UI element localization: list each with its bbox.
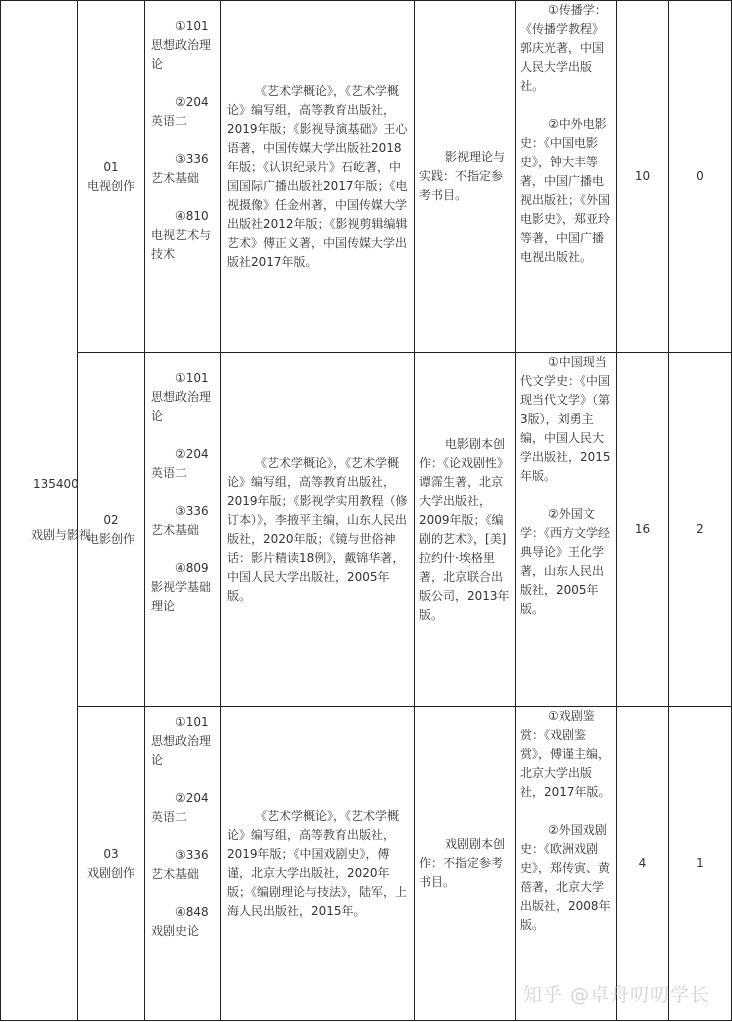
reference-books-cell xyxy=(221,707,415,1021)
retest-1: ①戏剧鉴赏：《戏剧鉴赏》，傅谨主编，北京大学出版社，2017年版。 xyxy=(520,709,611,799)
quota-cell: 16 xyxy=(617,353,669,707)
exempt-cell: 0 xyxy=(669,1,732,353)
table-row xyxy=(1,707,732,1021)
reference-books-cell xyxy=(221,353,415,707)
quota-cell: 4 xyxy=(617,707,669,1021)
subject-2: ②204英语二 xyxy=(151,95,209,128)
direction-name: 戏剧创作 xyxy=(86,865,135,880)
major-code: 135400 xyxy=(33,477,79,491)
subject-2: ②204英语二 xyxy=(151,447,209,480)
watermark: 知乎 @卓舟叨叨学长 xyxy=(522,984,710,1006)
retest-1: ①中国现当代文学史：《中国现当代文学》（第3版），刘勇主编，中国人民大学出版社，2015年版。 xyxy=(520,355,611,483)
major-cell xyxy=(1,1,92,1021)
direction-name: 电影创作 xyxy=(86,531,135,546)
reference-books: 《艺术学概论》，《艺术学概论》编写组，高等教育出版社，2019年版；《影视学实用教程（修订本）》，李掖平主编，山东人民出版社，2020年版；《镜与世俗神话：影片精读18例》，戴锦华著，中国人民大学出版社，2005年版。 xyxy=(227,455,408,603)
retest-cell xyxy=(516,353,617,707)
practice-cell xyxy=(415,353,516,707)
practice-text: 戏剧剧本创作：不指定参考书目。 xyxy=(419,837,506,889)
practice-text: 影视理论与实践：不指定参考书目。 xyxy=(419,150,506,202)
direction-cell xyxy=(78,1,145,353)
direction-code: 03 xyxy=(103,846,119,861)
subject-4: ④848戏剧史论 xyxy=(151,905,209,938)
exempt-cell: 1 xyxy=(669,707,732,1021)
practice-cell xyxy=(415,1,516,353)
direction-cell xyxy=(78,353,145,707)
practice-cell xyxy=(415,707,516,1021)
direction-code: 01 xyxy=(103,159,119,174)
retest-2: ②外国文学：《西方文学经典导论》王化学著，山东人民出版社，2005年版。 xyxy=(520,507,611,616)
practice-text: 电影剧本创作：《论戏剧性》谭霈生著，北京大学出版社，2009年版；《编剧的艺术》，[美]拉约什·埃格里著，北京联合出版公司，2013年版。 xyxy=(419,436,510,622)
retest-1: ①传播学：《传播学教程》郭庆光著，中国人民大学出版社。 xyxy=(520,3,607,93)
major-name: 戏剧与影视 xyxy=(31,528,92,542)
quota-cell: 10 xyxy=(617,1,669,353)
subject-3: ③336艺术基础 xyxy=(151,848,209,881)
table-row xyxy=(1,1,732,353)
exam-subjects-cell xyxy=(145,353,221,707)
retest-cell xyxy=(516,1,617,353)
exam-subjects-cell xyxy=(145,707,221,1021)
direction-code: 02 xyxy=(103,512,119,527)
direction-cell xyxy=(78,707,145,1021)
subject-2: ②204英语二 xyxy=(151,791,209,824)
reference-books: 《艺术学概论》，《艺术学概论》编写组，高等教育出版社，2019年版；《影视导演基础》王心语著，中国传媒大学出版社2018年版；《认识纪录片》石屹著，中国国际广播出版社2017年版；《电视摄像》任金州著，中国传媒大学出版社2012年版；《影视剪辑编辑艺术》傅正义著，中国传媒大学出版社2017年版。 xyxy=(227,83,408,269)
retest-2: ②中外电影史：《中国电影史》，钟大丰等著，中国广播电视出版社；《外国电影史》，郑亚玲等著，中国广播电视出版社。 xyxy=(520,117,611,264)
direction-name: 电视创作 xyxy=(86,178,135,193)
subject-4: ④809影视学基础理论 xyxy=(151,561,212,613)
subject-1: ①101思想政治理论 xyxy=(151,715,212,767)
table-row xyxy=(1,353,732,707)
exempt-cell: 2 xyxy=(669,353,732,707)
subject-1: ①101思想政治理论 xyxy=(151,19,212,71)
reference-books: 《艺术学概论》，《艺术学概论》编写组，高等教育出版社，2019年版；《中国戏剧史》，傅谨，北京大学出版社，2020年版；《编剧理论与技法》，陆军，上海人民出版社，2015年。 xyxy=(227,808,408,918)
subject-3: ③336艺术基础 xyxy=(151,152,209,185)
retest-cell xyxy=(516,707,617,1021)
retest-2: ②外国戏剧史：《欧洲戏剧史》，郑传寅、黄蓓著，北京大学出版社，2008年版。 xyxy=(520,823,611,932)
reference-books-cell xyxy=(221,1,415,353)
subject-3: ③336艺术基础 xyxy=(151,504,209,537)
subject-4: ④810电视艺术与技术 xyxy=(151,209,212,261)
subject-1: ①101思想政治理论 xyxy=(151,371,212,423)
exam-subjects-cell xyxy=(145,1,221,353)
